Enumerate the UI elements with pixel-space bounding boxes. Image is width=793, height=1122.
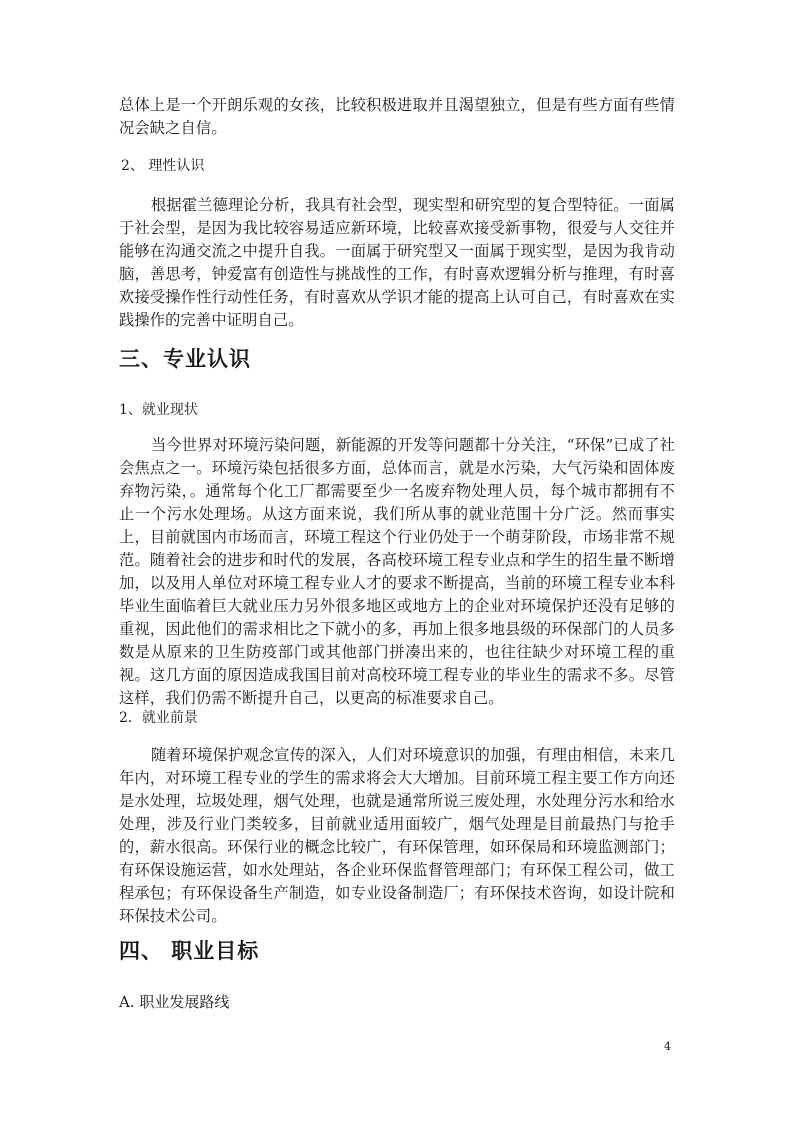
- prospect-heading: 2．就业前景: [119, 710, 198, 726]
- employment-status-paragraph: 当今世界对环境污染问题，新能源的开发等问题都十分关注，“环保”已成了社会焦点之一。环境污染包括很多方面，总体而言，就是水污染，大气污染和固体废弃物污染，。通常每个化工厂都需要至少一名废弃物处理人员，每个城市都拥有不止一个污水处理场。从这方面来说，我们所从事的就业范围十分广泛。然而事实上，目前就国内市场而言，环境工程这个行业仍处于一个萌芽阶段，市场非常不规范。随着社会的进步和时代的发展，各高校环境工程专业点和学生的招生量不断增加，以及用人单位对环境工程专业人才的要求不断提高，当前的环境工程专业本科毕业生面临着巨大就业压力另外很多地区或地方上的企业对环境保护还没有足够的重视，因此他们的需求相比之下就小的多，再加上很多地县级的环保部门的人员多数是从原来的卫生防疫部门或其他部门拼凑出来的，也往往缺少对环境工程的重视。这几方面的原因造成我国目前对高校环境工程专业的毕业生的需求不多。尽管这样，我们仍需不断提升自己，以更高的标准要求自己。: [119, 436, 675, 707]
- section4-title: 四、 职业目标: [119, 939, 260, 963]
- page-number: 4: [664, 1040, 671, 1053]
- intro-tail-paragraph: 总体上是一个开朗乐观的女孩，比较积极进取并且渴望独立，但是有些方面有些情况会缺之自信。: [119, 96, 675, 137]
- career-path-heading: A. 职业发展路线: [119, 993, 230, 1011]
- rational-heading: 2、 理性认识: [121, 158, 205, 174]
- section3-title: 三、专业认识: [119, 347, 251, 371]
- rational-body-paragraph: 根据霍兰德理论分析，我具有社会型，现实型和研究型的复合型特征。一面属于社会型，是因为我比较容易适应新环境，比较喜欢接受新事物，很爱与人交往并能够在沟通交流之中提升自我。一面属于研究型又一面属于现实型，是因为我肯动脑，善思考，钟爱富有创造性与挑战性的工作，有时喜欢逻辑分析与推理，有时喜欢接受操作性行动性任务，有时喜欢从学识才能的提高上认可自己，有时喜欢在实践操作的完善中证明自己。: [119, 196, 675, 329]
- prospect-paragraph: 随着环境保护观念宣传的深入，人们对环境意识的加强，有理由相信，未来几年内，对环境工程专业的学生的需求将会大大增加。目前环境工程主要工作方向还是水处理，垃圾处理，烟气处理，也就是通常所说三废处理，水处理分污水和给水处理，涉及行业门类较多，目前就业适用面较广，烟气处理是目前最热门与抢手的，薪水很高。环保行业的概念比较广，有环保管理，如环保局和环境监测部门；有环保设施运营，如水处理站，各企业环保监督管理部门；有环保工程公司，做工程承包；有环保设备生产制造，如专业设备制造厂；有环保技术咨询，如设计院和环保技术公司。: [119, 746, 675, 925]
- employment-status-heading: 1、就业现状: [119, 402, 198, 418]
